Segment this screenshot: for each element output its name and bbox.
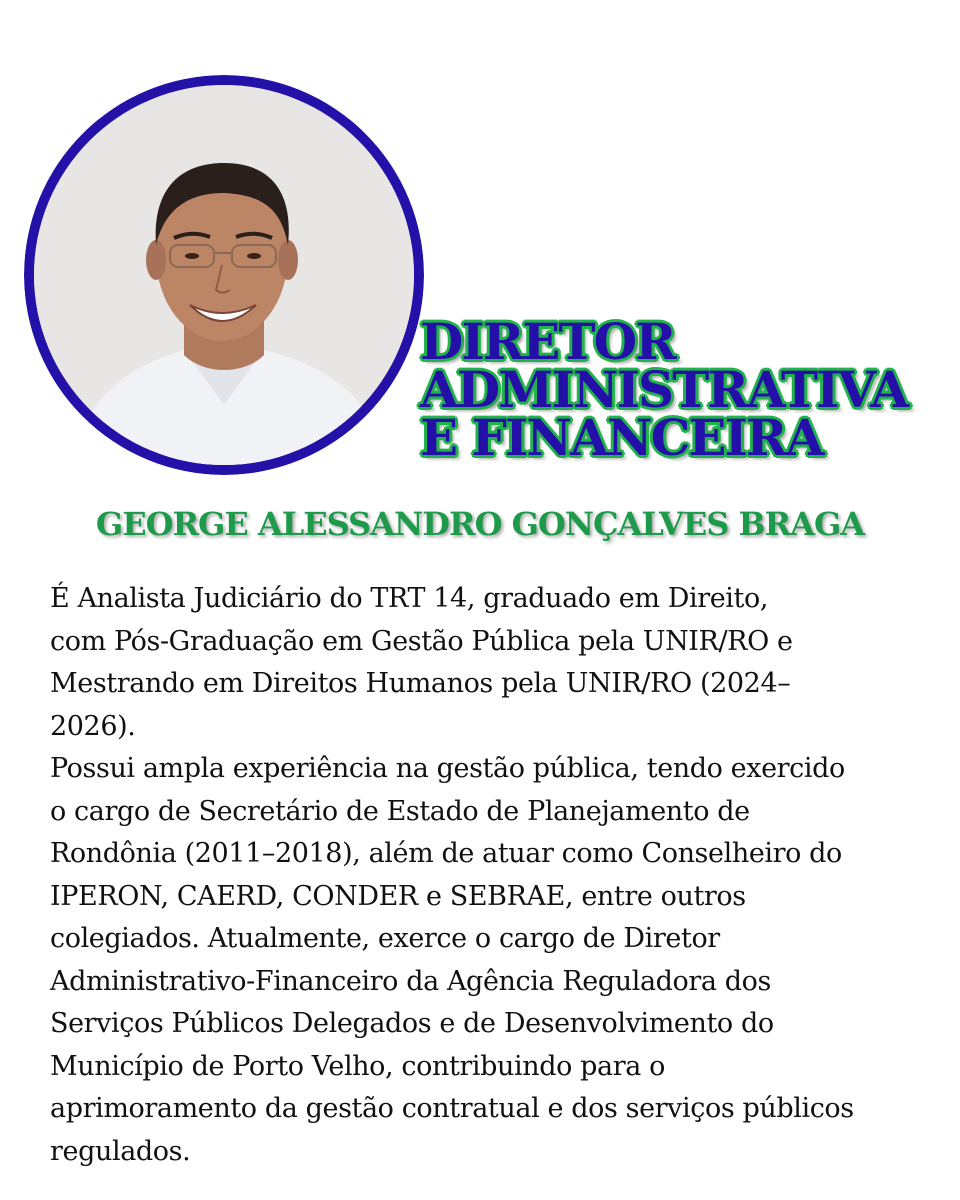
bio-line: IPERON, CAERD, CONDER e SEBRAE, entre outros <box>50 880 746 912</box>
bio-line: Rondônia (2011–2018), além de atuar como Conselheiro do <box>50 838 842 869</box>
bio-line: Mestrando em Direitos Humanos pela UNIR/RO (2024– <box>50 668 791 699</box>
bio-line: É Analista Judiciário do TRT 14, graduado em Direito, <box>50 583 769 614</box>
bio-line: o cargo de Secretário de Estado de Planejamento de <box>50 795 750 827</box>
portrait-photo <box>24 75 424 475</box>
role-title-line-3: E FINANCEIRA <box>420 408 823 467</box>
bio-line: Município de Porto Velho, contribuindo para o <box>50 1050 665 1082</box>
bio-line: Possui ampla experiência na gestão pública, tendo exercido <box>50 753 845 784</box>
bio-line: com Pós-Graduação em Gestão Pública pela UNIR/RO e <box>50 625 793 657</box>
bio-line: Administrativo-Financeiro da Agência Reguladora dos <box>50 965 771 997</box>
bio-line: 2026). <box>50 710 136 742</box>
biography-text <box>50 578 930 1173</box>
role-title <box>420 312 950 467</box>
person-name: GEORGE ALESSANDRO GONÇALVES BRAGA <box>95 505 865 543</box>
bio-line: regulados. <box>50 1135 191 1167</box>
bio-line: colegiados. Atualmente, exerce o cargo de Diretor <box>50 923 720 954</box>
bio-line: Serviços Públicos Delegados e de Desenvolvimento do <box>50 1008 774 1039</box>
portrait-illustration <box>24 75 424 475</box>
role-title-line-2: ADMINISTRATIVA <box>420 360 908 419</box>
role-title-line-1: DIRETOR <box>420 312 675 371</box>
bio-line: aprimoramento da gestão contratual e dos serviços públicos <box>50 1093 854 1124</box>
